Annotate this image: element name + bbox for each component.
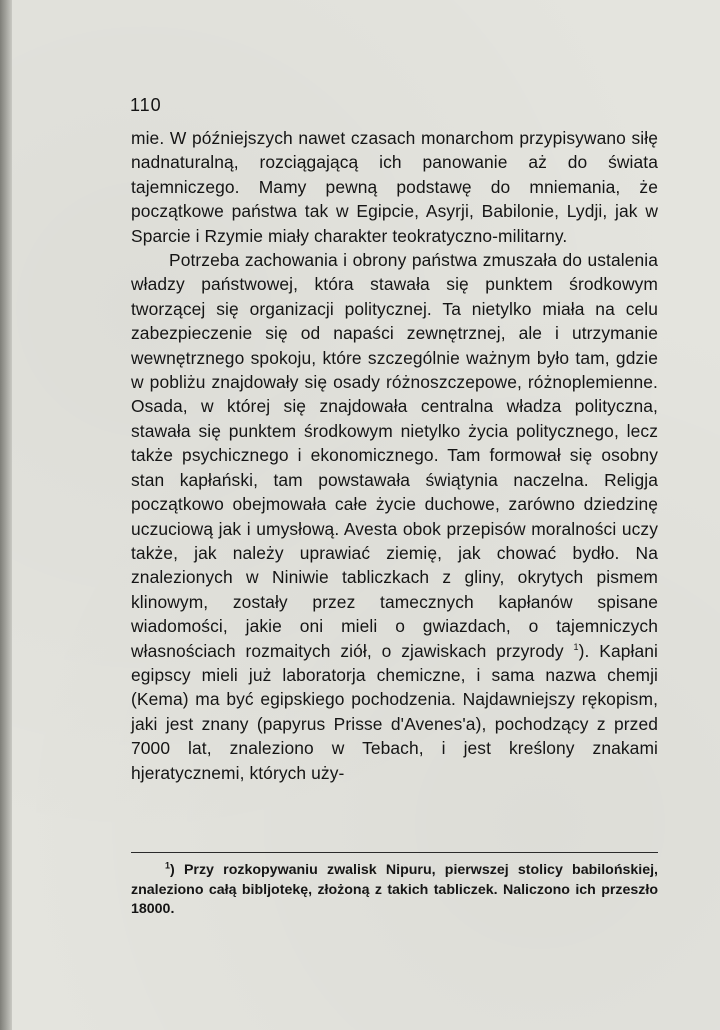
footnotes [131, 861, 658, 920]
paragraph-1: mie. W późniejszych nawet czasach monarchom przypisywano siłę nadnaturalną, rozciągającą ich panowanie aż do świata tajemniczego. Mamy pewną podstawę do mniemania, że początkowe państwa tak w Egipcie, Asyrji, Babilonie, Lydji, jak w Sparcie i Rzymie miały charakter teokratyczno-militarny. [131, 128, 658, 246]
footnote-text: ) Przy rozkopywaniu zwalisk Nipuru, pierwszej stolicy babilońskiej, znaleziono całą bibljotekę, złożoną z takich tabliczek. Naliczono ich przeszło 18000. [131, 862, 658, 917]
paragraph-2-continuation: ). Kapłani egipscy mieli już laboratorja chemiczne, i sama nazwa chemji (Kema) ma być egipskiego pochodzenia. Najdawniejszy rękopism, jaki jest znany (papyrus Prisse d'Avenes'a), pochodzący z przed 7000 lat, znaleziono w Tebach, i jest kreślony znakami hjeratycznemi, których uży- [131, 640, 659, 783]
page-number: 110 [130, 95, 162, 115]
page-left-edge-shadow [0, 0, 12, 1030]
footnote-divider [131, 852, 658, 853]
main-text [131, 126, 658, 785]
footnote-1 [131, 861, 658, 920]
paragraph-2-text: Potrzeba zachowania i obrony państwa zmuszała do ustalenia władzy państwowej, która stawała się punktem środkowym tworzącej się organizacji politycznej. Ta nietylko miała na celu zabezpieczenie się od napaści zewnętrznej, ale i utrzymanie wewnętrznego spokoju, które szczególnie ważnym było tam, gdzie w pobliżu znajdowały się osady różnoszczepowe, różnoplemienne. Osada, w której się znajdowała centralna władza polityczna, stawała się punktem środkowym nietylko życia politycznego, lecz także psychicznego i ekonomicznego. Tam formował się osobny stan kapłański, tam powstawała świątynia naczelna. Religja początkowo obejmowała całe życie duchowe, zarówno dziedzinę uczuciową jak i umysłową. Avesta obok przepisów moralności uczy także, jak należy uprawiać ziemię, jak chować bydło. Na znalezionych w Niniwie tabliczkach z gliny, okrytych pismem klinowym, zostały przez tamecznych kapłanów spisane wiadomości, jakie oni mieli o gwiazdach, o tajemniczych własnościach rozmaitych ziół, o zjawiskach przyrody [131, 250, 658, 661]
paragraph-2 [131, 248, 658, 785]
footnote-reference: 1 [573, 641, 579, 652]
footnote-marker: 1 [165, 860, 171, 871]
